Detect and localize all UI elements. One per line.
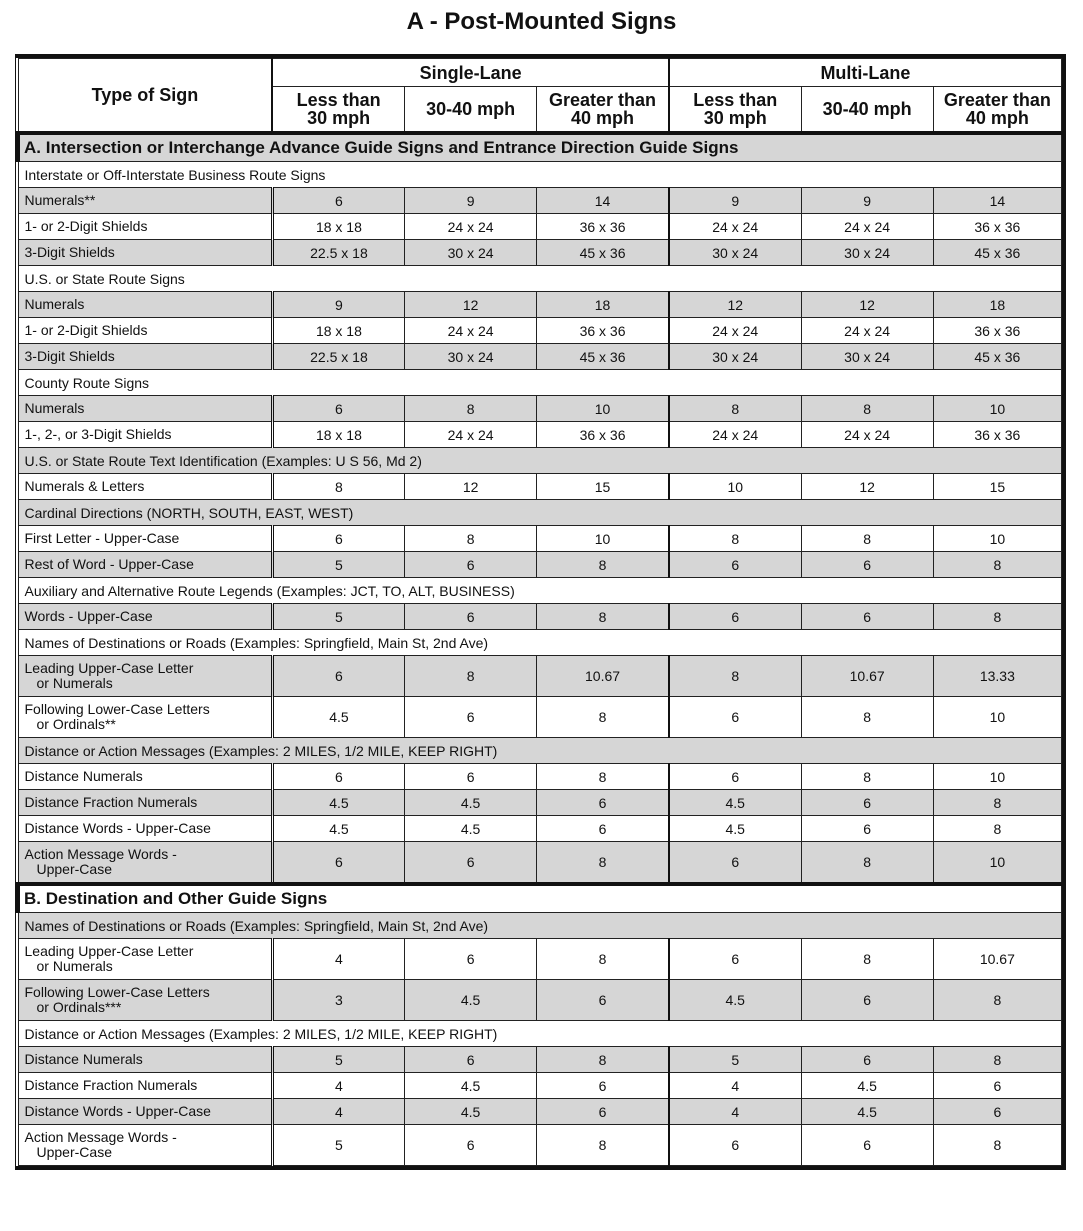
table-cell: 6 xyxy=(669,939,801,980)
subheading-row xyxy=(18,1021,1062,1047)
table-cell: 8 xyxy=(272,474,404,500)
table-cell: 8 xyxy=(537,604,669,630)
table-cell: 4.5 xyxy=(405,980,537,1021)
table-row xyxy=(18,240,1062,266)
table-row xyxy=(18,422,1062,448)
table-cell: 10 xyxy=(933,697,1061,738)
table-cell: 6 xyxy=(933,1099,1061,1125)
table-cell: 8 xyxy=(537,552,669,578)
table-cell: 6 xyxy=(272,656,404,697)
row-label xyxy=(18,474,272,500)
table-cell: 9 xyxy=(669,188,801,214)
table-row xyxy=(18,764,1062,790)
table-cell: 6 xyxy=(537,980,669,1021)
table-cell: 6 xyxy=(801,1047,933,1073)
table-cell: 24 x 24 xyxy=(405,422,537,448)
table-cell: 45 x 36 xyxy=(933,240,1061,266)
table-cell: 9 xyxy=(405,188,537,214)
table-cell: 8 xyxy=(801,697,933,738)
table-cell: 22.5 x 18 xyxy=(272,240,404,266)
table-cell: 8 xyxy=(537,939,669,980)
table-cell: 10 xyxy=(537,396,669,422)
table-cell: 18 xyxy=(537,292,669,318)
table-cell: 8 xyxy=(801,939,933,980)
table-cell: 6 xyxy=(405,939,537,980)
subheading-row xyxy=(18,738,1062,764)
table-cell: 6 xyxy=(537,1099,669,1125)
subheading: Interstate or Off-Interstate Business Route Signs xyxy=(18,162,1062,188)
table-cell: 8 xyxy=(801,526,933,552)
row-label-line: Distance Numerals xyxy=(24,768,143,784)
row-label-line: First Letter - Upper-Case xyxy=(24,530,180,546)
table-cell: 8 xyxy=(405,526,537,552)
table-cell: 6 xyxy=(272,526,404,552)
section-row xyxy=(18,133,1062,162)
table-cell: 30 x 24 xyxy=(669,240,801,266)
table-cell: 45 x 36 xyxy=(933,344,1061,370)
table-cell: 10.67 xyxy=(933,939,1061,980)
row-label-line: Following Lower-Case Letters xyxy=(24,701,210,717)
table-cell: 6 xyxy=(405,1125,537,1166)
row-label-line: Distance Words - Upper-Case xyxy=(24,820,211,836)
row-label xyxy=(18,526,272,552)
subheading-row xyxy=(18,913,1062,939)
table-cell: 8 xyxy=(537,842,669,885)
table-cell: 6 xyxy=(272,764,404,790)
row-label-line: Distance Fraction Numerals xyxy=(24,1077,198,1093)
header-column: 30-40 mph xyxy=(801,87,933,134)
subheading: Cardinal Directions (NORTH, SOUTH, EAST, WEST) xyxy=(18,500,1062,526)
row-label xyxy=(18,1099,272,1125)
row-label xyxy=(18,656,272,697)
subheading-row xyxy=(18,266,1062,292)
table-cell: 10 xyxy=(933,764,1061,790)
table-cell: 4.5 xyxy=(405,1073,537,1099)
table-cell: 4.5 xyxy=(801,1073,933,1099)
subheading: Distance or Action Messages (Examples: 2 MILES, 1/2 MILE, KEEP RIGHT) xyxy=(18,738,1062,764)
table-cell: 10 xyxy=(933,842,1061,885)
page-title: A - Post-Mounted Signs xyxy=(406,8,677,35)
table-row xyxy=(18,842,1062,885)
table-cell: 4.5 xyxy=(669,980,801,1021)
row-label xyxy=(18,816,272,842)
table-row xyxy=(18,474,1062,500)
row-label xyxy=(18,422,272,448)
table-cell: 4 xyxy=(272,939,404,980)
table-row xyxy=(18,188,1062,214)
row-label-line: 1- or 2-Digit Shields xyxy=(24,322,148,338)
table-cell: 9 xyxy=(272,292,404,318)
table-cell: 8 xyxy=(933,1125,1061,1166)
row-label xyxy=(18,396,272,422)
table-cell: 24 x 24 xyxy=(801,214,933,240)
header-column: Less than 30 mph xyxy=(272,87,404,134)
table-row xyxy=(18,697,1062,738)
table-cell: 5 xyxy=(669,1047,801,1073)
row-label-line: Distance Words - Upper-Case xyxy=(24,1103,211,1119)
table-cell: 6 xyxy=(405,764,537,790)
table-cell: 10 xyxy=(933,526,1061,552)
table-cell: 5 xyxy=(272,604,404,630)
row-label-line-2: or Numerals xyxy=(36,958,113,974)
row-label-line: Leading Upper-Case Letter xyxy=(24,943,194,959)
table-cell: 4 xyxy=(669,1073,801,1099)
row-label-line: 1- or 2-Digit Shields xyxy=(24,218,148,234)
table-cell: 6 xyxy=(801,790,933,816)
row-label-line: Rest of Word - Upper-Case xyxy=(24,556,194,572)
table-cell: 36 x 36 xyxy=(537,422,669,448)
table-cell: 4.5 xyxy=(669,790,801,816)
table-body xyxy=(18,133,1062,1166)
subheading: County Route Signs xyxy=(18,370,1062,396)
table-cell: 13.33 xyxy=(933,656,1061,697)
table-cell: 24 x 24 xyxy=(669,214,801,240)
table-cell: 4.5 xyxy=(272,697,404,738)
table-cell: 8 xyxy=(405,656,537,697)
table-cell: 24 x 24 xyxy=(669,318,801,344)
table-cell: 8 xyxy=(801,842,933,885)
row-label xyxy=(18,790,272,816)
table-cell: 6 xyxy=(669,604,801,630)
table-cell: 3 xyxy=(272,980,404,1021)
subheading: Names of Destinations or Roads (Examples: Springfield, Main St, 2nd Ave) xyxy=(18,630,1062,656)
table-cell: 6 xyxy=(801,1125,933,1166)
table-cell: 6 xyxy=(933,1073,1061,1099)
table-cell: 18 x 18 xyxy=(272,318,404,344)
subheading: U.S. or State Route Text Identification (Examples: U S 56, Md 2) xyxy=(18,448,1062,474)
subheading: Distance or Action Messages (Examples: 2 MILES, 1/2 MILE, KEEP RIGHT) xyxy=(18,1021,1062,1047)
table-cell: 36 x 36 xyxy=(537,318,669,344)
row-label xyxy=(18,214,272,240)
subheading: Auxiliary and Alternative Route Legends (Examples: JCT, TO, ALT, BUSINESS) xyxy=(18,578,1062,604)
row-label-line: 3-Digit Shields xyxy=(24,348,115,364)
table-cell: 8 xyxy=(669,396,801,422)
table-cell: 30 x 24 xyxy=(669,344,801,370)
table-row xyxy=(18,526,1062,552)
table-cell: 4 xyxy=(272,1099,404,1125)
table-cell: 10 xyxy=(669,474,801,500)
header-column: Greater than 40 mph xyxy=(537,87,669,134)
table-cell: 8 xyxy=(933,816,1061,842)
table-cell: 12 xyxy=(801,474,933,500)
table-cell: 6 xyxy=(801,604,933,630)
table-row xyxy=(18,980,1062,1021)
table-row xyxy=(18,656,1062,697)
row-label-line: Distance Fraction Numerals xyxy=(24,794,198,810)
row-label xyxy=(18,842,272,885)
table-cell: 4.5 xyxy=(272,816,404,842)
table-cell: 6 xyxy=(272,842,404,885)
row-label-line: Distance Numerals xyxy=(24,1051,143,1067)
row-label xyxy=(18,980,272,1021)
subheading-row xyxy=(18,630,1062,656)
table-row xyxy=(18,790,1062,816)
table-cell: 10.67 xyxy=(537,656,669,697)
table-cell: 4.5 xyxy=(405,1099,537,1125)
row-label xyxy=(18,764,272,790)
subheading-row xyxy=(18,162,1062,188)
table-cell: 36 x 36 xyxy=(933,422,1061,448)
table-row xyxy=(18,604,1062,630)
table-cell: 4 xyxy=(669,1099,801,1125)
subheading: Names of Destinations or Roads (Examples: Springfield, Main St, 2nd Ave) xyxy=(18,913,1062,939)
table-row xyxy=(18,939,1062,980)
table-cell: 30 x 24 xyxy=(801,240,933,266)
table-cell: 4.5 xyxy=(405,816,537,842)
table-cell: 4.5 xyxy=(801,1099,933,1125)
table-row xyxy=(18,1125,1062,1166)
row-label xyxy=(18,240,272,266)
table-cell: 6 xyxy=(272,396,404,422)
row-label-line-2: or Ordinals*** xyxy=(36,999,122,1015)
table-cell: 6 xyxy=(272,188,404,214)
header-type-of-sign: Type of Sign xyxy=(18,59,272,134)
table-cell: 30 x 24 xyxy=(405,240,537,266)
row-label xyxy=(18,1125,272,1166)
table-cell: 6 xyxy=(669,552,801,578)
table-cell: 6 xyxy=(669,764,801,790)
table-cell: 12 xyxy=(669,292,801,318)
row-label-line: 3-Digit Shields xyxy=(24,244,115,260)
row-label xyxy=(18,697,272,738)
table-cell: 5 xyxy=(272,552,404,578)
table-cell: 8 xyxy=(933,552,1061,578)
table-cell: 22.5 x 18 xyxy=(272,344,404,370)
table-cell: 6 xyxy=(405,552,537,578)
table-cell: 10.67 xyxy=(801,656,933,697)
table-cell: 14 xyxy=(537,188,669,214)
row-label xyxy=(18,939,272,980)
table-cell: 8 xyxy=(669,526,801,552)
table-row xyxy=(18,1047,1062,1073)
row-label xyxy=(18,604,272,630)
table-cell: 6 xyxy=(669,697,801,738)
table-cell: 8 xyxy=(801,396,933,422)
table-cell: 6 xyxy=(669,842,801,885)
subheading: U.S. or State Route Signs xyxy=(18,266,1062,292)
row-label xyxy=(18,1047,272,1073)
table-cell: 18 x 18 xyxy=(272,422,404,448)
table-cell: 6 xyxy=(537,816,669,842)
row-label xyxy=(18,292,272,318)
table-cell: 6 xyxy=(669,1125,801,1166)
table-cell: 4.5 xyxy=(405,790,537,816)
table-cell: 6 xyxy=(801,552,933,578)
row-label-line-2: or Numerals xyxy=(36,675,113,691)
row-label-line: Numerals xyxy=(24,296,85,312)
row-label-line: Action Message Words - xyxy=(24,846,177,862)
table-cell: 18 x 18 xyxy=(272,214,404,240)
section-row xyxy=(18,884,1062,913)
table-cell: 8 xyxy=(933,980,1061,1021)
table-row xyxy=(18,396,1062,422)
table-cell: 8 xyxy=(537,764,669,790)
table-cell: 8 xyxy=(537,697,669,738)
header-column: Greater than 40 mph xyxy=(933,87,1061,134)
row-label-line: Leading Upper-Case Letter xyxy=(24,660,194,676)
row-label-line: Numerals** xyxy=(24,192,96,208)
table-cell: 18 xyxy=(933,292,1061,318)
table-cell: 8 xyxy=(669,656,801,697)
table-cell: 24 x 24 xyxy=(405,318,537,344)
row-label-line: Numerals & Letters xyxy=(24,478,145,494)
table-cell: 4.5 xyxy=(669,816,801,842)
row-label-line: 1-, 2-, or 3-Digit Shields xyxy=(24,426,172,442)
table-cell: 14 xyxy=(933,188,1061,214)
table-cell: 6 xyxy=(405,1047,537,1073)
subheading-row xyxy=(18,578,1062,604)
table-cell: 45 x 36 xyxy=(537,344,669,370)
table-cell: 6 xyxy=(801,980,933,1021)
table-cell: 30 x 24 xyxy=(405,344,537,370)
header-group-multi-lane: Multi-Lane xyxy=(669,59,1062,87)
row-label xyxy=(18,344,272,370)
table-cell: 4 xyxy=(272,1073,404,1099)
row-label-line-2: or Ordinals** xyxy=(36,716,116,732)
table-cell: 8 xyxy=(933,790,1061,816)
table-cell: 8 xyxy=(537,1125,669,1166)
table-row xyxy=(18,1073,1062,1099)
table-cell: 6 xyxy=(801,816,933,842)
subheading-row xyxy=(18,448,1062,474)
section-heading: A. Intersection or Interchange Advance Guide Signs and Entrance Direction Guide Signs xyxy=(18,133,1062,162)
subheading-row xyxy=(18,370,1062,396)
table-cell: 12 xyxy=(405,292,537,318)
table-cell: 4.5 xyxy=(272,790,404,816)
row-label-line: Numerals xyxy=(24,400,85,416)
table-row xyxy=(18,816,1062,842)
table-cell: 36 x 36 xyxy=(537,214,669,240)
table-cell: 8 xyxy=(405,396,537,422)
table-cell: 12 xyxy=(405,474,537,500)
header-column: 30-40 mph xyxy=(405,87,537,134)
table-row xyxy=(18,292,1062,318)
table-cell: 6 xyxy=(405,842,537,885)
table-cell: 8 xyxy=(801,764,933,790)
table-cell: 24 x 24 xyxy=(405,214,537,240)
table-row xyxy=(18,214,1062,240)
table-cell: 10 xyxy=(933,396,1061,422)
row-label-line: Following Lower-Case Letters xyxy=(24,984,210,1000)
table-cell: 8 xyxy=(933,1047,1061,1073)
table-cell: 9 xyxy=(801,188,933,214)
table-cell: 12 xyxy=(801,292,933,318)
table-cell: 6 xyxy=(537,790,669,816)
section-heading: B. Destination and Other Guide Signs xyxy=(18,884,1062,913)
table-cell: 8 xyxy=(933,604,1061,630)
row-label xyxy=(18,318,272,344)
table-row xyxy=(18,344,1062,370)
table-cell: 6 xyxy=(537,1073,669,1099)
table-cell: 6 xyxy=(405,697,537,738)
row-label-line: Words - Upper-Case xyxy=(24,608,153,624)
table-cell: 45 x 36 xyxy=(537,240,669,266)
table-cell: 24 x 24 xyxy=(801,318,933,344)
table-cell: 5 xyxy=(272,1047,404,1073)
row-label xyxy=(18,1073,272,1099)
table-cell: 6 xyxy=(405,604,537,630)
table-cell: 24 x 24 xyxy=(669,422,801,448)
table-cell: 30 x 24 xyxy=(801,344,933,370)
table-cell: 15 xyxy=(933,474,1061,500)
table-cell: 36 x 36 xyxy=(933,214,1061,240)
row-label-line-2: Upper-Case xyxy=(36,861,112,877)
sign-size-table xyxy=(16,58,1062,1166)
header-column: Less than 30 mph xyxy=(669,87,801,134)
table-cell: 10 xyxy=(537,526,669,552)
table-cell: 5 xyxy=(272,1125,404,1166)
table-cell: 36 x 36 xyxy=(933,318,1061,344)
table-row xyxy=(18,318,1062,344)
table-cell: 15 xyxy=(537,474,669,500)
header-group-single-lane: Single-Lane xyxy=(272,59,669,87)
row-label xyxy=(18,188,272,214)
table-row xyxy=(18,552,1062,578)
row-label xyxy=(18,552,272,578)
table-cell: 8 xyxy=(537,1047,669,1073)
subheading-row xyxy=(18,500,1062,526)
sign-size-table-frame xyxy=(15,54,1066,1170)
row-label-line: Action Message Words - xyxy=(24,1129,177,1145)
table-cell: 24 x 24 xyxy=(801,422,933,448)
row-label-line-2: Upper-Case xyxy=(36,1144,112,1160)
table-row xyxy=(18,1099,1062,1125)
